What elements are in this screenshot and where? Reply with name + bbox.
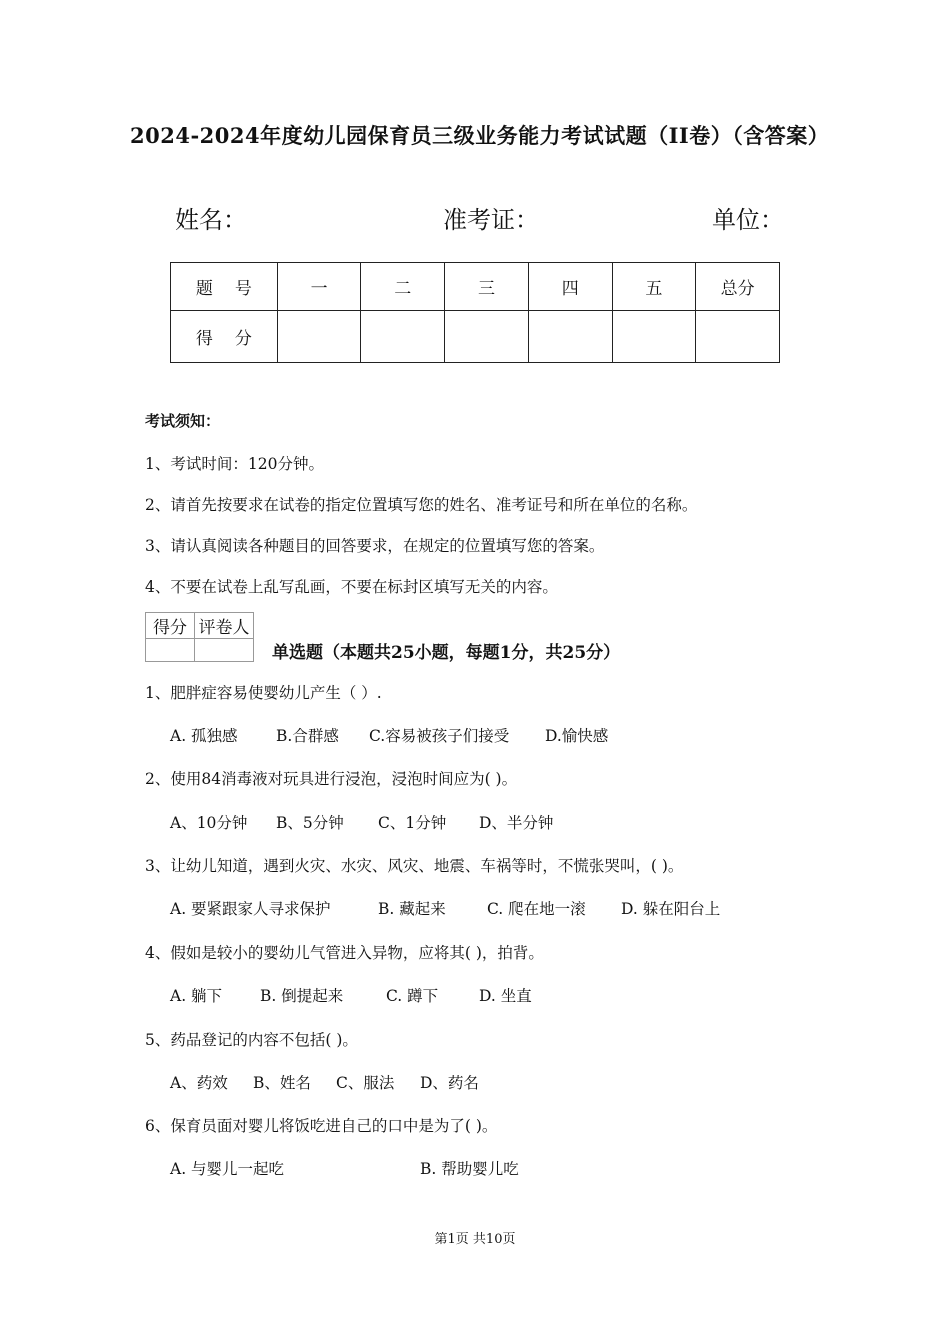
grader-name-cell[interactable] (195, 639, 254, 662)
question-text: 3、让幼儿知道，遇到火灾、水灾、风灾、地震、车祸等时，不慌张哭叫，( )。 (145, 857, 684, 875)
score-cell[interactable] (277, 311, 361, 363)
score-cell[interactable] (528, 311, 612, 363)
score-table-header-cell: 总分 (696, 263, 780, 311)
score-table (170, 262, 780, 363)
question-text: 4、假如是较小的婴幼儿气管进入异物，应将其( )，拍背。 (145, 944, 544, 962)
question-option: D. 坐直 (479, 987, 532, 1005)
notice-item: 4、不要在试卷上乱写乱画，不要在标封区填写无关的内容。 (145, 578, 558, 596)
score-table-header-cell: 三 (445, 263, 529, 311)
grader-box (145, 612, 254, 662)
grader-name-label: 评卷人 (195, 613, 254, 639)
question-text: 1、肥胖症容易使婴幼儿产生（ ）. (145, 684, 382, 702)
question-option: A. 孤独感 (170, 727, 238, 745)
exam-id-field-label: 准考证： (443, 206, 539, 234)
question-option: C. 爬在地一滚 (487, 900, 586, 918)
question-text: 2、使用84消毒液对玩具进行浸泡，浸泡时间应为( )。 (145, 770, 518, 788)
question-option: D、药名 (420, 1074, 479, 1092)
section-heading: 单选题（本题共25小题，每题1分，共25分） (272, 643, 621, 663)
score-table-score-row (171, 311, 780, 363)
question-option: A. 与婴儿一起吃 (170, 1160, 285, 1178)
notice-item: 2、请首先按要求在试卷的指定位置填写您的姓名、准考证号和所在单位的名称。 (145, 496, 698, 514)
question-option: C. 蹲下 (386, 987, 439, 1005)
question-option: C、服法 (336, 1074, 395, 1092)
question-option: D.愉快感 (545, 727, 609, 745)
question-option: A. 躺下 (170, 987, 223, 1005)
question-option: B. 帮助婴儿吃 (420, 1160, 519, 1178)
grader-score-label: 得分 (146, 613, 195, 639)
score-cell[interactable] (612, 311, 696, 363)
notice-item: 3、请认真阅读各种题目的回答要求，在规定的位置填写您的答案。 (145, 537, 605, 555)
question-option: B. 藏起来 (378, 900, 446, 918)
question-option: A、药效 (170, 1074, 228, 1092)
question-option: B、5分钟 (276, 814, 344, 832)
question-option: A、10分钟 (170, 814, 248, 832)
question-option: D. 躲在阳台上 (621, 900, 721, 918)
score-cell[interactable] (445, 311, 529, 363)
score-table-header-cell: 一 (277, 263, 361, 311)
candidate-fields (0, 200, 950, 240)
question-option: B、姓名 (253, 1074, 311, 1092)
question-option: C.容易被孩子们接受 (369, 727, 510, 745)
notice-item: 1、考试时间：120分钟。 (145, 455, 324, 473)
notice-title: 考试须知： (145, 412, 221, 430)
question-text: 5、药品登记的内容不包括( )。 (145, 1031, 358, 1049)
score-table-header-row (171, 263, 780, 311)
name-field-label: 姓名： (175, 206, 247, 234)
question-option: B.合群感 (276, 727, 339, 745)
unit-field-label: 单位： (712, 206, 784, 234)
page-title: 2024-2024年度幼儿园保育员三级业务能力考试试题（II卷）（含答案） (130, 123, 830, 148)
question-option: D、半分钟 (479, 814, 554, 832)
question-option: B. 倒提起来 (260, 987, 344, 1005)
score-table-score-label: 得分 (171, 311, 278, 363)
score-cell[interactable] (361, 311, 445, 363)
score-table-header-cell: 五 (612, 263, 696, 311)
score-table-header-cell: 二 (361, 263, 445, 311)
score-cell[interactable] (696, 311, 780, 363)
score-table-header-cell: 四 (528, 263, 612, 311)
grader-score-cell[interactable] (146, 639, 195, 662)
question-text: 6、保育员面对婴儿将饭吃进自己的口中是为了( )。 (145, 1117, 498, 1135)
score-table-header-label: 题号 (171, 263, 278, 311)
question-option: A. 要紧跟家人寻求保护 (170, 900, 331, 918)
question-option: C、1分钟 (378, 814, 447, 832)
page-footer: 第1页 共10页 (434, 1232, 516, 1247)
